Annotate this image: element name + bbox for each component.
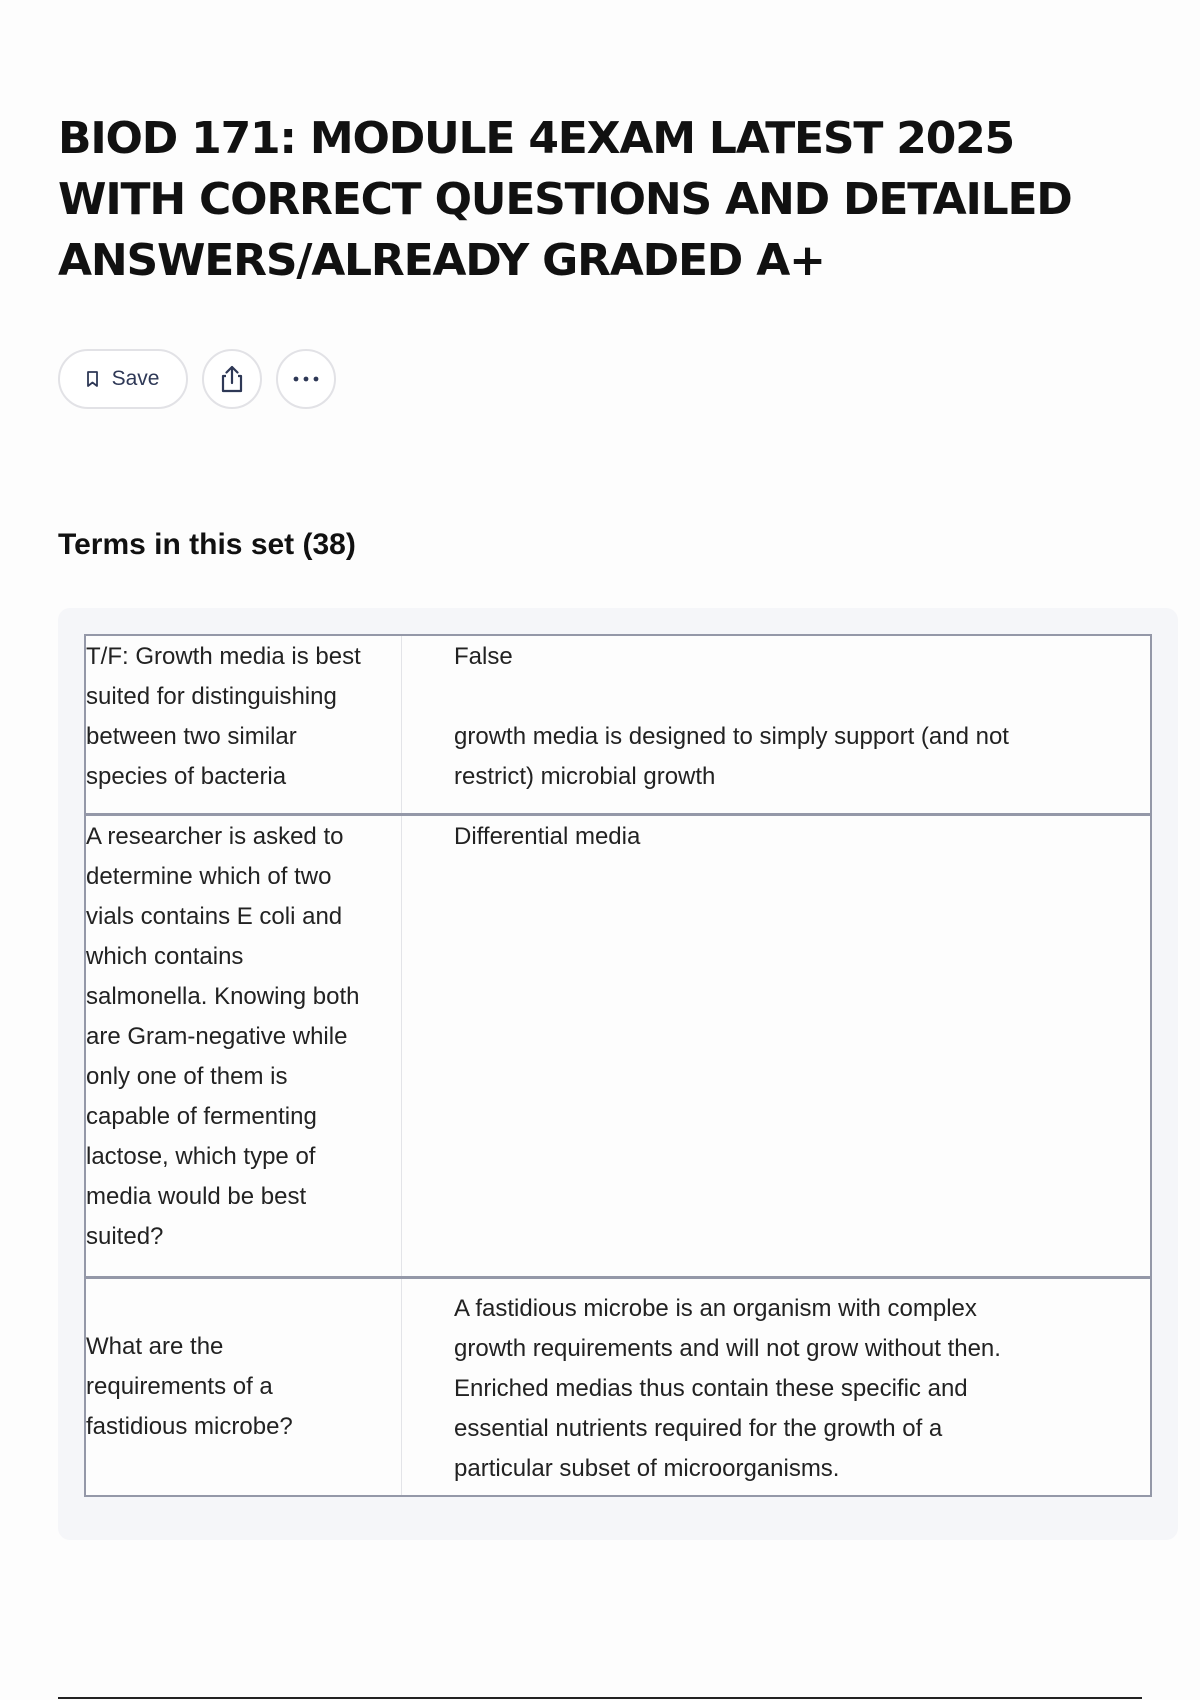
more-button[interactable]: [276, 349, 336, 409]
term-row: [86, 636, 1150, 816]
term-text: A researcher is asked to determine which of two vials contains E coli and which contains salmonella. Knowing both are Gram-negative while only one of them is capable of fermenting lactose, which type of media would be best suited?: [86, 816, 402, 1276]
footer-divider: [58, 1697, 1142, 1699]
save-label: Save: [111, 367, 160, 390]
terms-table: [84, 634, 1152, 1497]
save-button[interactable]: [58, 349, 188, 409]
terms-panel: [58, 608, 1178, 1540]
definition-text: Differential media: [454, 823, 641, 850]
term-row: [86, 1279, 1150, 1495]
term-text: T/F: Growth media is best suited for distinguishing between two similar species of bacteria: [86, 636, 402, 813]
definition-text: A fastidious microbe is an organism with complex growth requirements and will not grow without then. Enriched medias thus contain these specific and essential nutrients required for the growth of a particular subset of microorganisms.: [454, 1295, 1001, 1482]
bookmark-icon: [87, 371, 98, 387]
action-bar: [58, 348, 336, 410]
more-icon: [291, 375, 321, 383]
share-icon: [218, 364, 246, 394]
share-button[interactable]: [202, 349, 262, 409]
term-row: [86, 816, 1150, 1279]
page-title: BIOD 171: MODULE 4EXAM LATEST 2025 WITH CORRECT QUESTIONS AND DETAILED ANSWERS/ALREADY GRADED A+: [58, 113, 1072, 286]
term-text: What are the requirements of a fastidious microbe?: [86, 1279, 402, 1495]
definition-text: False growth media is designed to simply support (and not restrict) microbial growth: [454, 643, 1009, 790]
terms-heading: Terms in this set (38): [58, 528, 356, 561]
